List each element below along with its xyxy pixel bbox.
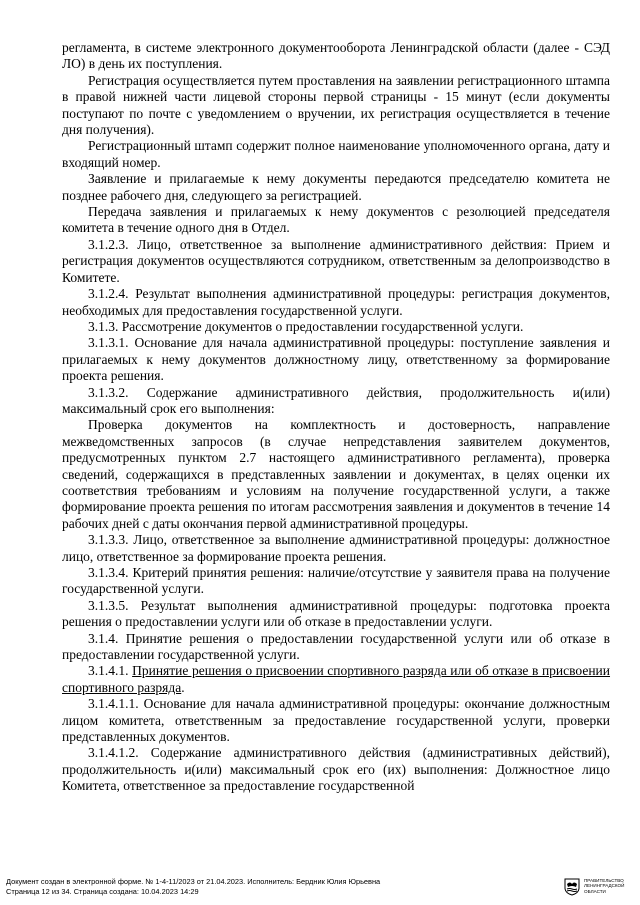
logo-line: ЛЕНИНГРАДСКОЙ	[584, 883, 625, 889]
paragraph: Регистрация осуществляется путем проставления на заявлении регистрационного штампа в правой нижней части лицевой стороны первой страницы - 15 минут (если документы поступают по почте с уведомлением о вручении, их регистрация осуществляется в течение дня получения).	[62, 72, 610, 138]
paragraph: 3.1.2.4. Результат выполнения административной процедуры: регистрация документов, необходимых для предоставления государственной услуги.	[62, 286, 610, 318]
footer-line-document: Документ создан в электронной форме. № 1-4-11/2023 от 21.04.2023. Исполнитель: Бердник Юлия Юрьевна	[6, 877, 381, 886]
paragraph: Заявление и прилагаемые к нему документы передаются председателю комитета не позднее рабочего дня, следующего за регистрацией.	[62, 171, 610, 203]
paragraph: 3.1.3. Рассмотрение документов о предоставлении государственной услуги.	[88, 318, 524, 334]
government-logo	[564, 877, 632, 899]
footer-line-page: Страница 12 из 34. Страница создана: 10.04.2023 14:29	[6, 886, 199, 896]
document-body	[62, 40, 610, 795]
paragraph: Проверка документов на комплектность и достоверность, направление межведомственных запросов (в случае непредставления заявителем документов, предусмотренных пунктом 2.7 настоящего административного регламента), проверка сведений, содержащихся в представленных заявлении и документах, в целях оценки их соответствия требованиям и условиям на получение государственной услуги, а также формирование проекта решения по итогам рассмотрения заявления и документов в течение 14 рабочих дней с даты окончания первой административной процедуры.	[62, 417, 610, 531]
paragraph: 3.1.3.1. Основание для начала административной процедуры: поступление заявления и прилагаемых к нему документов должностному лицу, ответственному за формирование проекта решения.	[62, 335, 610, 384]
paragraph: 3.1.3.4. Критерий принятия решения: наличие/отсутствие у заявителя права на получение государственной услуги.	[62, 565, 610, 597]
paragraph: 3.1.4. Принятие решения о предоставлении государственной услуги или об отказе в предоставлении государственной услуги.	[62, 630, 610, 663]
clause-period: .	[181, 679, 185, 695]
paragraph: регламента, в системе электронного документооборота Ленинградской области (далее - СЭД ЛО) в день их поступления.	[62, 40, 610, 72]
paragraph: 3.1.3.2. Содержание административного действия, продолжительность и(или) максимальный срок его выполнения:	[62, 384, 610, 416]
paragraph: 3.1.4.1.1. Основание для начала административной процедуры: окончание должностным лицом комитета, ответственным за предоставление государственной услуги, проверки представленных документов.	[62, 696, 610, 745]
paragraph: 3.1.3.5. Результат выполнения административной процедуры: подготовка проекта решения о предоставлении услуги или об отказе в предоставлении услуги.	[62, 597, 610, 630]
paragraph: Регистрационный штамп содержит полное наименование уполномоченного органа, дату и входящий номер.	[62, 138, 610, 170]
underlined-clause-title: Принятие решения о присвоении спортивного разряда или об отказе в присвоении спортивного разряда	[62, 663, 611, 695]
footer-metadata	[6, 877, 380, 896]
paragraph: Передача заявления и прилагаемых к нему документов с резолюцией председателя комитета в течение одного дня в Отдел.	[62, 204, 610, 236]
underlined-heading-paragraph	[62, 663, 610, 696]
logo-org-name	[584, 878, 624, 894]
leningrad-oblast-emblem-icon	[564, 878, 580, 896]
logo-line: ОБЛАСТИ	[584, 888, 606, 894]
paragraph: 3.1.4.1.2. Содержание административного действия (административных действий), продолжительность и(или) максимальный срок его (их) выполнения: Должностное лицо Комитета, ответственное за предоставление государственной	[62, 745, 610, 794]
clause-number: 3.1.4.1.	[88, 663, 133, 679]
paragraph: 3.1.2.3. Лицо, ответственное за выполнение административного действия: Прием и регистрация документов осуществляются сотрудником, ответственным за делопроизводство в Комитете.	[62, 236, 610, 285]
document-footer	[6, 875, 634, 901]
paragraph: 3.1.3.3. Лицо, ответственное за выполнение административной процедуры: должностное лицо, ответственное за формирование проекта решения.	[62, 532, 610, 564]
logo-line: ПРАВИТЕЛЬСТВО	[584, 878, 624, 883]
